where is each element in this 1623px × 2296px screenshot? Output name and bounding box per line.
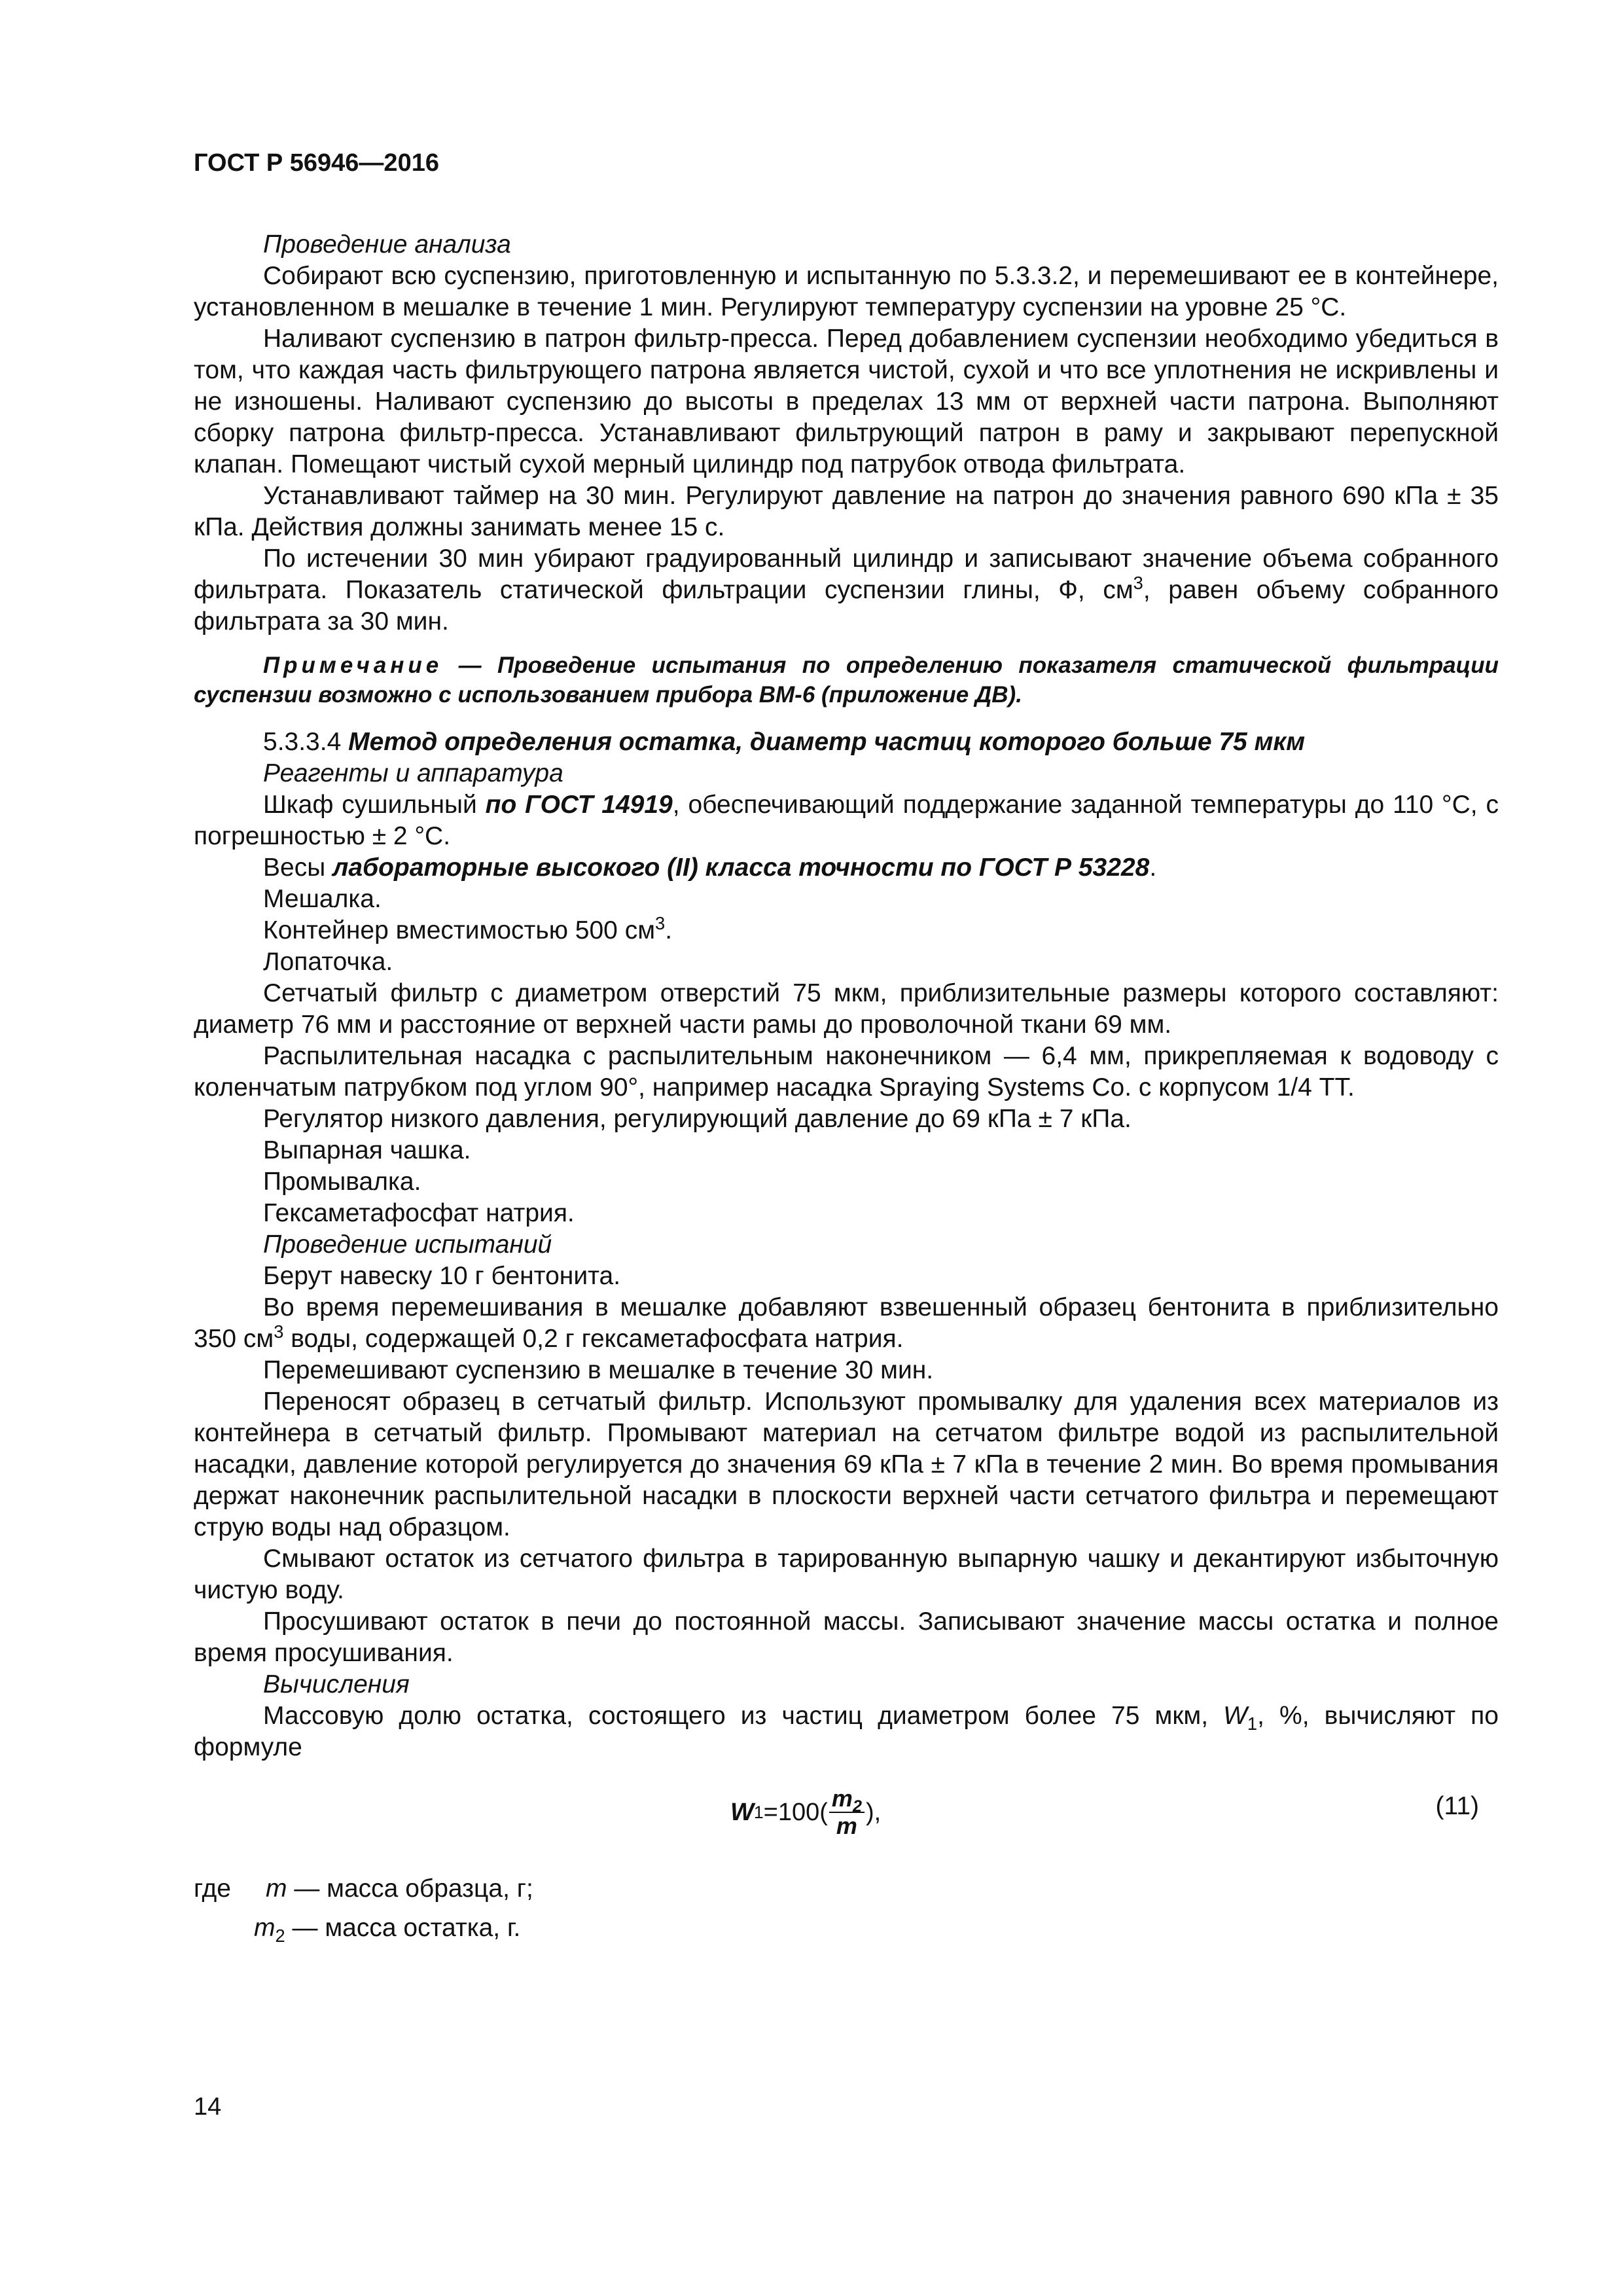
paragraph: Смывают остаток из сетчатого фильтра в тарированную выпарную чашку и декантируют избыточную чистую воду.: [194, 1545, 1499, 1604]
paragraph: Берут навеску 10 г бентонита.: [263, 1262, 621, 1290]
formula: W 1 =100 ( $\frac{m_2}{m}$ ),: [730, 1785, 882, 1839]
where-label: где: [194, 1874, 231, 1903]
paragraph: Наливают суспензию в патрон фильтр-пресса. Перед добавлением суспензии необходимо убедиться в том, что каждая часть фильтрующего патрона является чистой, сухой и что все уплотнения не искривлены и не изношены. Наливают суспензию до высоты в пределах 13 мм от верхней части патрона. Выполняют сборку патрона фильтр-пресса. Устанавливают фильтрующий патрон в раму и закрывают перепускной клапан. Помещают чистый сухой мерный цилиндр под патрубок отвода фильтрата.: [194, 325, 1499, 478]
paragraph: Распылительная насадка с распылительным наконечником — 6,4 мм, прикрепляемая к водоводу с коленчатым патрубком под углом 90°, например насадка Spraying Systems Co. с корпусом 1/4 ТТ.: [194, 1042, 1499, 1102]
note: [194, 651, 1499, 709]
page-number: 14: [194, 2093, 222, 2121]
document-header: ГОСТ Р 56946—2016: [194, 149, 439, 177]
section-heading: 5.3.3.4 Метод определения остатка, диаметр частиц которого больше 75 мкм: [263, 728, 1306, 756]
note-label: Примечание: [263, 653, 443, 678]
paragraph: Во время перемешивания в мешалке добавляют взвешенный образец бентонита в приблизительно 350 $см^3$ воды, содержащей 0,2 г гексаметафосфата натрия.: [194, 1293, 1499, 1353]
paragraph: Выпарная чашка.: [263, 1136, 471, 1164]
paragraph: Собирают всю суспензию, приготовленную и испытанную по 5.3.3.2, и перемешивают ее в контейнере, установленном в мешалке в течение 1 мин. Регулируют температуру суспензии на уровне 25 °C.: [194, 262, 1499, 321]
paragraph: Шкаф сушильный по ГОСТ 14919, обеспечивающий поддержание заданной температуры до 110 °C, с погрешностью ± 2 °C.: [194, 791, 1499, 850]
definition-m2: $m_2$ — масса остатка, г.: [254, 1914, 521, 1946]
paragraph: Массовую долю остатка, состоящего из частиц диаметром более 75 мкм, $W_1$, %, вычисляют по формуле: [194, 1702, 1499, 1761]
note-text: — Проведение испытания по определению показателя статической фильтрации суспензии возможно с использованием прибора ВМ-6 (приложение ДВ).: [194, 653, 1499, 708]
paragraph: Сетчатый фильтр с диаметром отверстий 75 мкм, приблизительные размеры которого составляют: диаметр 76 мм и расстояние от верхней части рамы до проволочной ткани 69 мм.: [194, 979, 1499, 1039]
formula-row: [194, 1775, 1499, 1847]
paragraph: Просушивают остаток в печи до постоянной массы. Записывают значение массы остатка и полное время просушивания.: [194, 1607, 1499, 1667]
fraction: $\frac{m_2}{m}$: [829, 1785, 865, 1839]
definition-m: m — масса образца, г;: [266, 1874, 533, 1903]
paragraph: Устанавливают таймер на 30 мин. Регулируют давление на патрон до значения равного 690 кПа ± 35 кПа. Действия должны занимать менее 15 с.: [194, 482, 1499, 541]
paragraph: Гексаметафосфат натрия.: [263, 1199, 575, 1227]
paragraph: Весы лабораторные высокого (II) класса точности по ГОСТ Р 53228.: [263, 853, 1157, 882]
paragraph: Промывалка.: [263, 1168, 421, 1196]
equation-number: (11): [1435, 1792, 1479, 1820]
paragraph: Мешалка.: [263, 885, 382, 913]
variable-definitions: [194, 1873, 1499, 1945]
paragraph: Регулятор низкого давления, регулирующий давление до 69 кПа ± 7 кПа.: [263, 1105, 1132, 1133]
subheading-calculations: Вычисления: [263, 1670, 410, 1698]
paragraph: По истечении 30 мин убирают градуированный цилиндр и записывают значение объема собранного фильтрата. Показатель статической фильтрации суспензии глины, Ф, $см^3$, равен объему собранного фильтрата за 30 мин.: [194, 545, 1499, 636]
page-content: [194, 229, 1499, 1945]
paragraph: Контейнер вместимостью 500 $см^3$.: [263, 913, 673, 944]
paragraph: Перемешивают суспензию в мешалке в течение 30 мин.: [263, 1356, 934, 1384]
paragraph: Переносят образец в сетчатый фильтр. Используют промывалку для удаления всех материалов из контейнера в сетчатый фильтр. Промывают материал на сетчатом фильтре водой из распылительной насадки, давление которой регулируется до значения 69 кПа ± 7 кПа в течение 2 мин. Во время промывания держат наконечник распылительной насадки в плоскости верхней части сетчатого фильтра и перемещают струю воды над образцом.: [194, 1388, 1499, 1541]
subheading-reagents: Реагенты и аппаратура: [263, 759, 563, 787]
subheading-analysis: Проведение анализа: [263, 230, 511, 259]
paragraph: Лопаточка.: [263, 948, 393, 976]
subheading-tests: Проведение испытаний: [263, 1230, 552, 1259]
